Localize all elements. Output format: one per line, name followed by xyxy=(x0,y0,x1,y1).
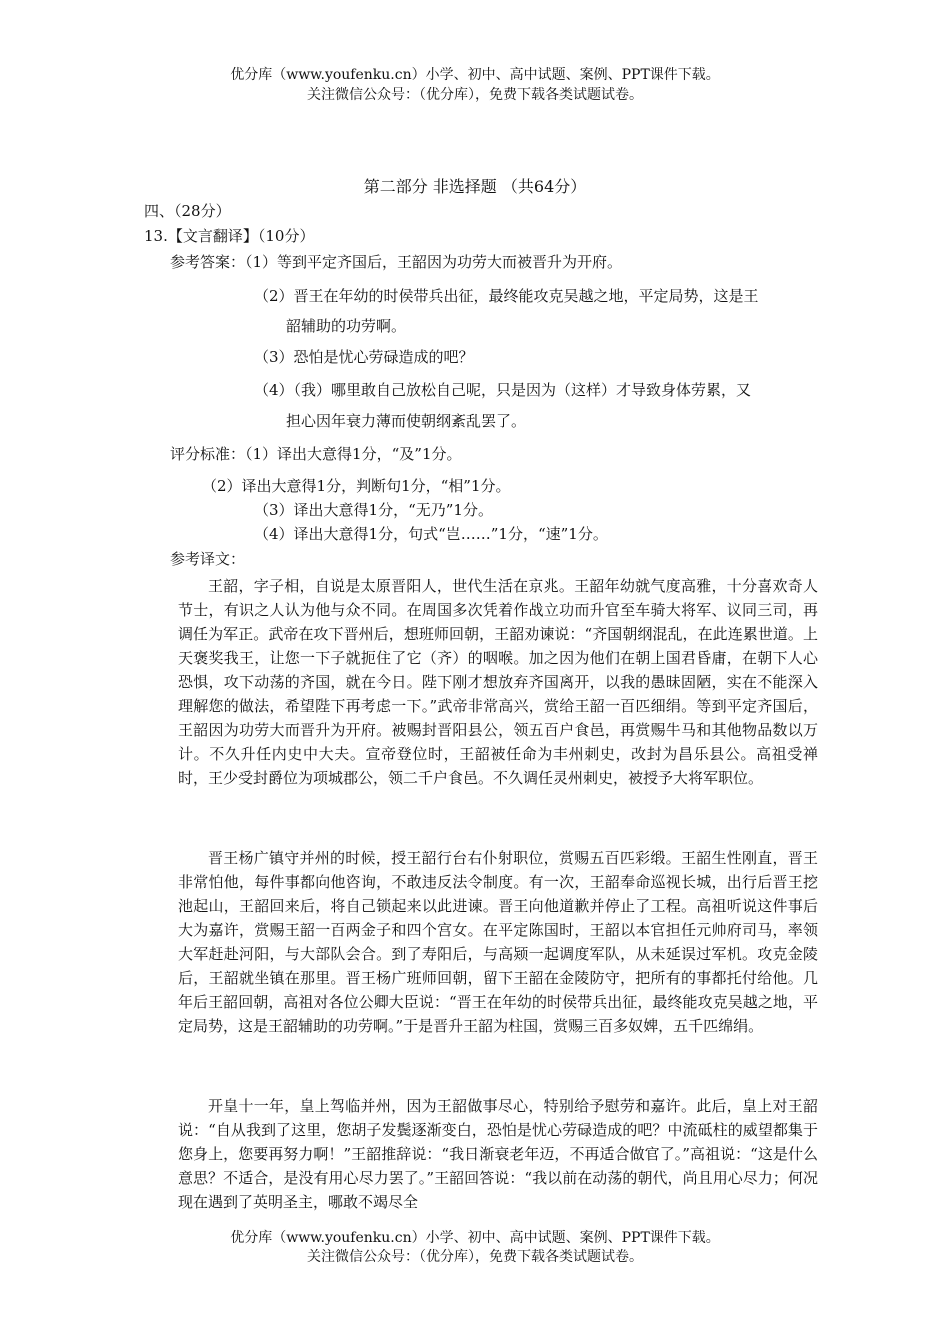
translation-label: 参考译文： xyxy=(170,550,246,568)
answer-3: （3）恐怕是忧心劳碌造成的吧？ xyxy=(254,348,474,366)
part-heading: 四、（28分） xyxy=(144,202,231,220)
scoring-2: （2）译出大意得1分，判断句1分，“相”1分。 xyxy=(202,477,511,495)
answers-label-text: 参考答案： xyxy=(170,253,246,271)
scoring-3: （3）译出大意得1分，“无乃”1分。 xyxy=(254,501,493,519)
footer-line-2: 关注微信公众号：（优分库），免费下载各类试题试卷。 xyxy=(307,1249,643,1265)
answer-2-line-1: （2）晋王在年幼的时侯带兵出征，最终能攻克吴越之地，平定局势，这是王 xyxy=(254,287,759,305)
header-line-2: 关注微信公众号：（优分库），免费下载各类试题试卷。 xyxy=(307,87,643,103)
answer-2-line-2: 韶辅助的功劳啊。 xyxy=(286,317,407,335)
question-heading: 13.【文言翻译】（10分） xyxy=(144,227,315,245)
section-title: 第二部分 非选择题 （共64分） xyxy=(363,177,587,196)
answer-1: （1）等到平定齐国后，王韶因为功劳大而被晋升为开府。 xyxy=(245,253,623,271)
answer-4-line-2: 担心因年衰力薄而使朝纲紊乱罢了。 xyxy=(286,412,527,430)
header-line-1: 优分库（www.youfenku.cn）小学、初中、高中试题、案例、PPT课件下载。 xyxy=(230,67,720,83)
answer-4-line-1: （4）（我）哪里敢自己放松自己呢，只是因为（这样）才导致身体劳累，又 xyxy=(254,381,752,399)
scoring-line-1 xyxy=(170,444,461,464)
translation-paragraph-2: 晋王杨广镇守并州的时候，授王韶行台右仆射职位，赏赐五百匹彩缎。王韶生性刚直，晋王非常怕他，每件事都向他咨询，不敢违反法令制度。有一次，王韶奉命巡视长城，出行后晋王挖池起山，王韶回来后，将自己锁起来以此进谏。晋王向他道歉并停止了工程。高祖听说这件事后大为嘉许，赏赐王韶一百两金子和四个宫女。在平定陈国时，王韶以本官担任元帅府司马，率领大军赶赴河阳，与大部队会合。到了寿阳后，与高颎一起调度军队，从未延误过军机。攻克金陵后，王韶就坐镇在那里。晋王杨广班师回朝，留下王韶在金陵防守，把所有的事都托付给他。几年后王韶回朝，高祖对各位公卿大臣说：“晋王在年幼的时侯带兵出征，最终能攻克吴越之地，平定局势，这是王韶辅助的功劳啊。”于是晋升王韶为柱国，赏赐三百多奴婢，五千匹绵绢。 xyxy=(178,849,818,1035)
translation-body-3 xyxy=(178,1094,818,1214)
translation-paragraph-3: 开皇十一年，皇上驾临并州，因为王韶做事尽心，特别给予慰劳和嘉许。此后，皇上对王韶说：“自从我到了这里，您胡子发鬓逐渐变白，恐怕是忧心劳碌造成的吧？中流砥柱的威望都集于您身上，您要再努力啊！”王韶推辞说：“我日渐衰老年迈，不再适合做官了。”高祖说：“这是什么意思？不适合，是没有用心尽力罢了。”王韶回答说：“我以前在动荡的朝代，尚且用心尽力；何况现在遇到了英明圣主，哪敢不竭尽全 xyxy=(178,1097,818,1211)
footer-line-1: 优分库（www.youfenku.cn）小学、初中、高中试题、案例、PPT课件下载。 xyxy=(230,1230,720,1246)
translation-body-2 xyxy=(178,846,818,1038)
translation-paragraph-1: 王韶，字子相，自说是太原晋阳人，世代生活在京兆。王韶年幼就气度高雅，十分喜欢奇人节士，有识之人认为他与众不同。在周国多次凭着作战立功而升官至车骑大将军、议同三司，再调任为军正。武帝在攻下晋州后，想班师回朝，王韶劝谏说：“齐国朝纲混乱，在此连累世道。上天褒奖我王，让您一下子就扼住了它（齐）的咽喉。加之因为他们在朝上国君昏庸，在朝下人心恐惧，攻下动荡的齐国，就在今日。陛下刚才想放弃齐国离开，以我的愚昧固陋，实在不能深入理解您的做法，希望陛下再考虑一下。”武帝非常高兴，赏给王韶一百匹细绢。等到平定齐国后，王韶因为功劳大而晋升为开府。被赐封晋阳县公，领五百户食邑，再赏赐牛马和其他物品数以万计。不久升任内史中大夫。宣帝登位时，王韶被任命为丰州刺史，改封为昌乐县公。高祖受禅时，王少受封爵位为项城郡公，领二千户食邑。不久调任灵州刺史，被授予大将军职位。 xyxy=(178,577,818,787)
answers-label xyxy=(170,252,622,272)
scoring-label: 评分标准： xyxy=(170,445,246,463)
translation-body-1 xyxy=(178,574,818,790)
scoring-1: （1）译出大意得1分，“及”1分。 xyxy=(245,445,462,463)
scoring-4: （4）译出大意得1分，句式“岂……”1分，“速”1分。 xyxy=(254,525,608,543)
